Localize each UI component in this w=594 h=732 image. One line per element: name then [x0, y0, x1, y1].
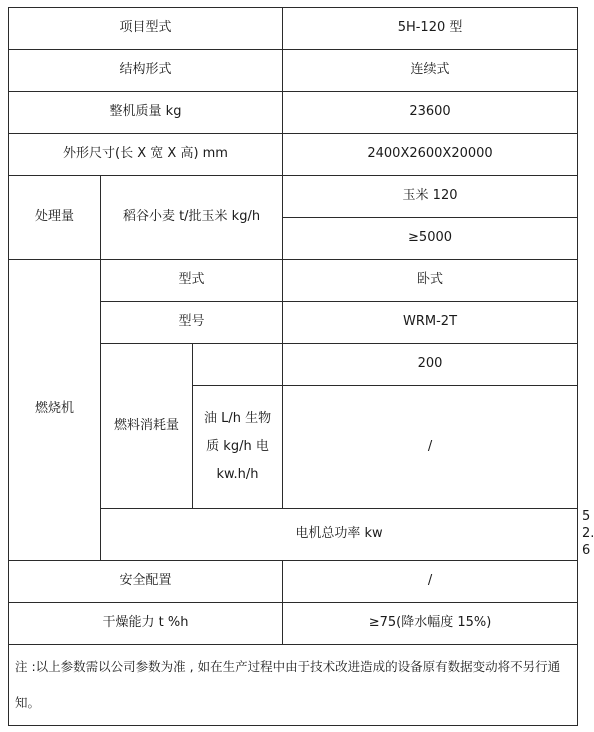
value-model-type: 5H-120 型 [283, 8, 578, 50]
fuel-units: 油 L/h 生物质 kg/h 电 kw.h/h [193, 386, 283, 509]
table-row [9, 92, 578, 134]
label-burner-type: 型式 [101, 260, 283, 302]
fuel-units-spacer [193, 344, 283, 386]
label-processing: 处理量 [9, 176, 101, 260]
table-row [9, 176, 578, 218]
table-row [9, 8, 578, 50]
label-structure: 结构形式 [9, 50, 283, 92]
footnote: 注 :以上参数需以公司参数为准 , 如在生产过程中由于技术改进造成的设备原有数据变动将不另行通知。 [9, 644, 578, 725]
value-safety: / [283, 560, 578, 602]
table-row [9, 134, 578, 176]
table-row [9, 50, 578, 92]
value-dimensions: 2400X2600X20000 [283, 134, 578, 176]
value-burner-model: WRM-2T [283, 302, 578, 344]
value-weight: 23600 [283, 92, 578, 134]
spec-table [8, 7, 594, 726]
value-drying-capacity: ≥75(降水幅度 15%) [283, 602, 578, 644]
label-burner: 燃烧机 [9, 260, 101, 561]
table-row [9, 560, 578, 602]
value-processing-corn: 玉米 120 [283, 176, 578, 218]
label-weight: 整机质量 kg [9, 92, 283, 134]
value-fuel-oil: 200 [283, 344, 578, 386]
value-fuel-other: / [283, 386, 578, 509]
value-processing-other: ≥5000 [283, 218, 578, 260]
sublabel-processing: 稻谷小麦 t/批玉米 kg/h [101, 176, 283, 260]
label-motor-power: 电机总功率 kw [101, 509, 578, 561]
table-row: 电机总功率 kw 52.6 [9, 509, 578, 561]
value-structure: 连续式 [283, 50, 578, 92]
label-burner-model: 型号 [101, 302, 283, 344]
label-dimensions: 外形尺寸(长 X 宽 X 高) mm [9, 134, 283, 176]
table-row [9, 644, 578, 725]
table-row [9, 602, 578, 644]
label-drying-capacity: 干燥能力 t %h [9, 602, 283, 644]
value-burner-type: 卧式 [283, 260, 578, 302]
table-row [9, 260, 578, 302]
label-safety: 安全配置 [9, 560, 283, 602]
label-fuel-consumption: 燃料消耗量 [101, 344, 193, 509]
label-model-type: 项目型式 [9, 8, 283, 50]
